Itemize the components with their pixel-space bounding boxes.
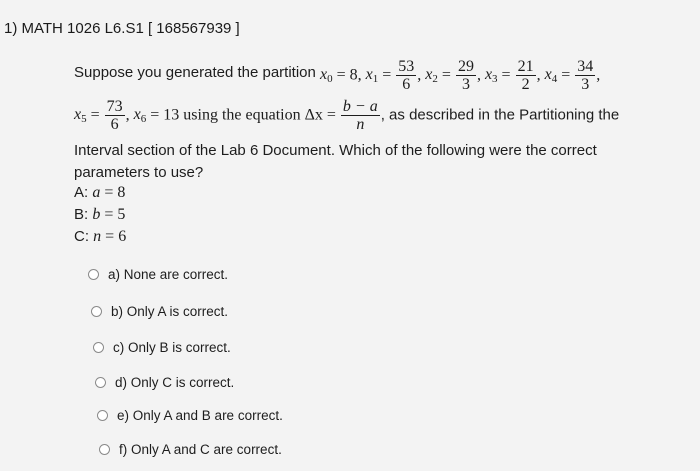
radio-button[interactable]	[97, 410, 108, 421]
option-label: b) Only A is correct.	[111, 304, 229, 319]
delta-x-symbol: Δx	[304, 106, 323, 124]
x5-fraction: $\frac{73}{6}$	[106, 98, 123, 133]
question-line-4: parameters to use?	[74, 164, 204, 181]
question-line-3: Interval section of the Lab 6 Document. Which of the following were the correct	[74, 142, 597, 159]
radio-button[interactable]	[95, 377, 106, 388]
x3-symbol: $x_3$	[484, 66, 498, 86]
option-d[interactable]	[95, 375, 234, 390]
x1-fraction: $\frac{53}{6}$	[398, 58, 415, 93]
option-label: e) Only A and B are correct.	[117, 408, 283, 423]
radio-button[interactable]	[91, 306, 102, 317]
option-label: f) Only A and C are correct.	[119, 442, 282, 457]
x5-symbol: $x_5$	[74, 106, 87, 126]
x6-symbol: $x_6$	[133, 106, 147, 126]
parameter-c: C: n = 6	[74, 228, 127, 245]
x2-fraction: $\frac{29}{3}$	[457, 58, 474, 93]
partition-line-2: $x_5$ = $\frac{73}{6}$ , $x_6 = 13$ using the equation Δx = $\frac{b - a}{n}$ , as described in the Partitioning the	[74, 98, 620, 133]
x0-symbol: $x_0$	[320, 66, 333, 86]
radio-button[interactable]	[99, 444, 110, 455]
option-e[interactable]	[97, 408, 283, 423]
radio-button[interactable]	[88, 269, 99, 280]
option-f[interactable]	[99, 442, 282, 457]
x4-symbol: $x_4$	[544, 66, 558, 86]
option-a[interactable]	[88, 267, 228, 282]
x6-value-and-text: = 13 using the equation	[146, 106, 305, 124]
delta-x-fraction: $\frac{b - a}{n}$	[342, 98, 378, 133]
x1-symbol: $x_1$	[365, 66, 379, 86]
x0-value: = 8,	[332, 66, 366, 84]
line2-suffix: , as described in the Partitioning the	[380, 106, 620, 124]
option-c[interactable]	[93, 340, 231, 355]
intro-text: Suppose you generated the partition	[74, 64, 321, 82]
option-b[interactable]	[91, 304, 228, 319]
x4-fraction: $\frac{34}{3}$	[577, 58, 594, 93]
partition-line-1: Suppose you generated the partition $x_0 = 8$, $x_1$ = $\frac{53}{6}$ , $x_2$ = $\frac{29}{3}$ , $x_3$ = $\frac{21}{2}$ , $x_4$ = $\frac{34}{3}$ ,	[74, 58, 601, 93]
option-label: c) Only B is correct.	[113, 340, 231, 355]
radio-button[interactable]	[93, 342, 104, 353]
option-label: d) Only C is correct.	[115, 375, 235, 390]
option-label: a) None are correct.	[108, 267, 229, 282]
x2-symbol: $x_2$	[425, 66, 438, 86]
question-header: 1) MATH 1026 L6.S1 [ 168567939 ]	[4, 20, 240, 37]
x3-fraction: $\frac{21}{2}$	[517, 58, 534, 93]
parameter-a: A: a = 8	[74, 184, 126, 201]
parameter-b: B: b = 5	[74, 206, 126, 223]
